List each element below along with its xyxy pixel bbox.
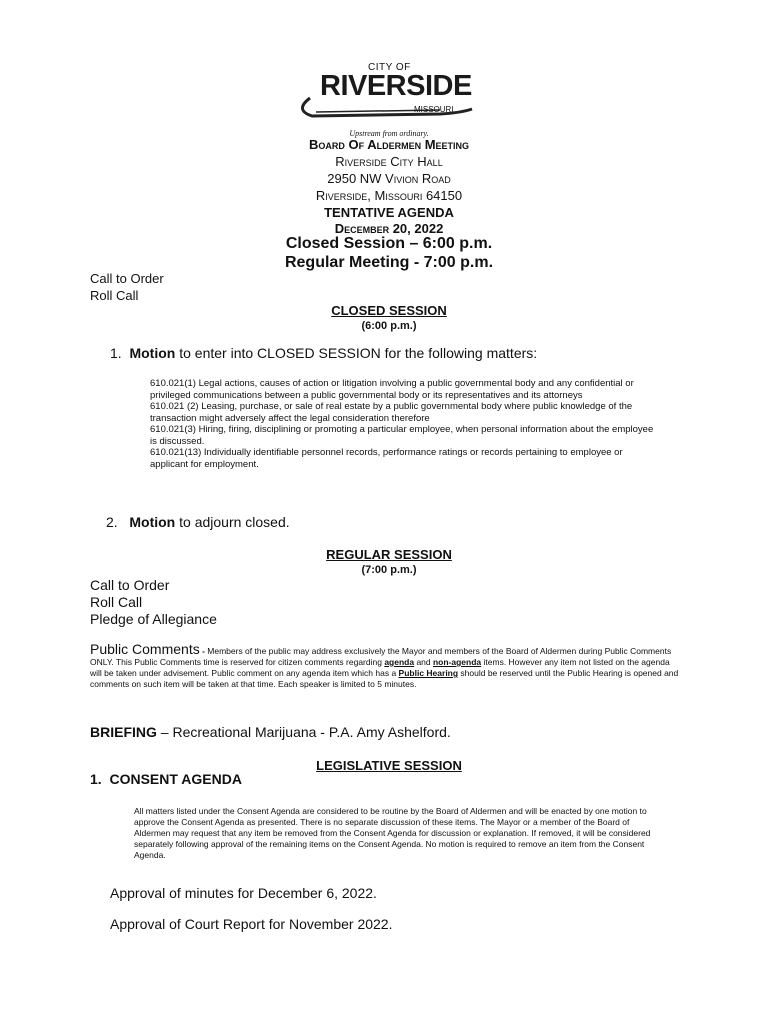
public-hearing-link: Public Hearing <box>398 668 459 678</box>
agenda-title: TENTATIVE AGENDA <box>324 205 454 220</box>
consent-item: Approval of minutes for December 6, 2022. <box>110 885 377 901</box>
regular-meeting-time: Regular Meeting - 7:00 p.m. <box>284 254 494 271</box>
city-line: Riverside, Missouri 64150 <box>315 188 463 203</box>
consent-agenda-heading: 1. CONSENT AGENDA <box>90 771 242 787</box>
regular-call-to-order: Call to Order <box>90 577 170 593</box>
consent-agenda-text: All matters listed under the Consent Agenda are considered to be routine by the Board of Aldermen and will be enacted by one motion to approve the Consent Agenda as presented. There is no separate discussion of these items. The Mayor or a member of the Board of Aldermen may request that any item be removed from the Consent Agenda for discussion or explanation. If removed, it will be considered separately following approval of the remaining items on the Consent Agenda. No motion is required to remove an item from the Consent Agenda. <box>134 806 651 860</box>
statute-list <box>150 378 660 470</box>
address-line: 2950 NW Vivion Road <box>327 171 451 186</box>
board-meeting-title: Board Of Aldermen Meeting <box>308 137 470 152</box>
city-logo <box>290 58 490 138</box>
closed-motion-1: 1. Motion to enter into CLOSED SESSION for the following matters: <box>110 345 538 361</box>
statute-item: 610.021 (2) Leasing, purchase, or sale of real estate by a public governmental body where public knowledge of the transaction might adversely affect the legal consideration therefore <box>150 401 633 424</box>
closed-session-title: CLOSED SESSION <box>331 303 447 318</box>
opening-roll-call: Roll Call <box>90 288 139 303</box>
closed-session-time: Closed Session – 6:00 p.m. <box>285 235 493 252</box>
briefing: BRIEFING – Recreational Marijuana - P.A. Amy Ashelford. <box>90 724 451 740</box>
closed-session-subtime: (6:00 p.m.) <box>361 320 417 332</box>
regular-session-title: REGULAR SESSION <box>326 547 452 562</box>
meeting-date: December 20, 2022 <box>334 221 444 236</box>
legislative-session-title: LEGISLATIVE SESSION <box>316 758 462 773</box>
logo-tagline: Upstream from ordinary. <box>349 129 429 138</box>
logo-state: MISSOURI <box>414 105 454 114</box>
pledge-of-allegiance: Pledge of Allegiance <box>90 611 217 627</box>
statute-item: 610.021(3) Hiring, firing, disciplining or promoting a particular employee, when personal information about the employee is discussed. <box>150 424 654 447</box>
statute-item: 610.021(1) Legal actions, causes of action or litigation involving a public governmental body and any confidential or privileged communications between a public governmental body or its representatives and its attorneys <box>150 378 634 401</box>
consent-item: Approval of Court Report for November 2022. <box>110 916 393 932</box>
logo-city-of: CITY OF <box>368 62 411 73</box>
non-agenda-link: non-agenda <box>432 657 482 667</box>
opening-call-to-order: Call to Order <box>90 271 164 286</box>
agenda-link: agenda <box>384 657 415 667</box>
public-comments: Public Comments - Members of the public may address exclusively the Mayor and members of the Board of Aldermen during Public Comments ONLY. This Public Comments time is reserved for citizen comments regarding agenda and non-agenda items. However any item not listed on the agenda will be taken under advisement. Public comment on any agenda item which has a Public Hearing should be reserved until the Public Hearing is opened and comments on such item will be taken at that time. Each speaker is limited to 5 minutes. <box>90 641 679 689</box>
logo-name: RIVERSIDE <box>320 70 472 102</box>
city-hall: Riverside City Hall <box>335 154 443 169</box>
closed-motion-2: 2. Motion to adjourn closed. <box>106 514 290 530</box>
public-comments-label: Public Comments <box>90 641 200 657</box>
statute-item: 610.021(13) Individually identifiable personnel records, performance ratings or records pertaining to employee or applicant for employment. <box>150 447 623 470</box>
regular-session-subtime: (7:00 p.m.) <box>361 564 417 576</box>
regular-roll-call: Roll Call <box>90 594 143 610</box>
